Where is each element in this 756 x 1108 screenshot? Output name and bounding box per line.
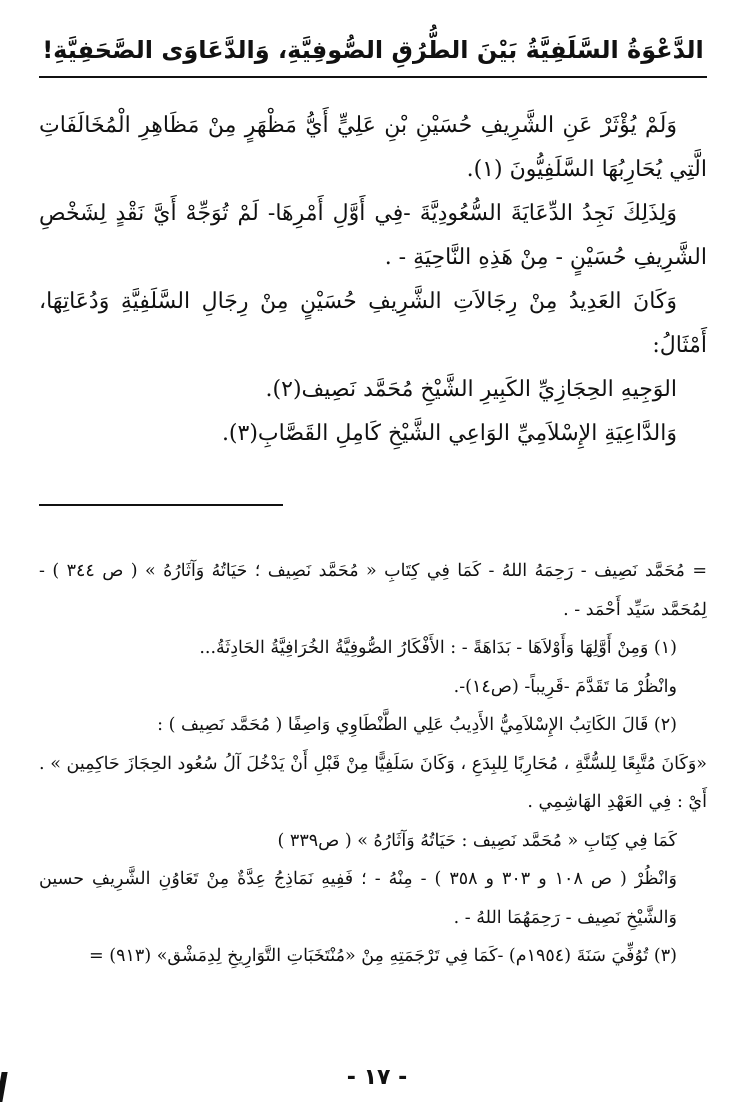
body-list-item: الوَجِيهِ الحِجَازِيِّ الكَبِيرِ الشَّيْخِ مُحَمَّد نَصِيف(٢). [266,377,678,402]
footnote-line: (٣) تُوُفِّيَ سَنَةَ (١٩٥٤م) -كَمَا فِي تَرْجَمَتِهِ مِنْ «مُنْتَخَبَاتِ التَّوَارِيخِ لِدِمَشْق» (٩١٣) = [90,946,678,966]
body-paragraph: وَلَمْ يُؤْثَرْ عَنِ الشَّرِيفِ حُسَيْنِ بْنِ عَلِيٍّ أَيُّ مَظْهَرٍ مِنْ مَظَاهِرِ الْمُخَالَفَاتِ الَّتِي يُحَارِبُهَا السَّلَفِيُّونَ (١). [40,113,708,182]
footnote-line: «وَكَانَ مُتَّبِعًا لِلسُّنَّةِ ، مُحَارِبًا لِلبِدَعِ ، وَكَانَ سَلَفِيًّا مِنْ قَبْلِ أَنْ يَدْخُلَ آلُ سُعُود الحِجَازَ حَاكِمِين » . أَيْ : فِي العَهْدِ الهَاشِمِي . [40,753,708,812]
footnote-line: (٢) قَالَ الكَاتِبُ الإِسْلاَمِيُّ الأَدِيبُ عَلِي الطَّنْطَاوِي وَاصِفًا ( مُحَمَّد نَصِيف ) : [158,715,678,735]
footnote-line: وانْظُرْ مَا تَقَدَّمَ -قَرِيباً- (ص١٤)-. [454,676,678,697]
running-title: الدَّعْوَةُ السَّلَفِيَّةُ بَيْنَ الطُّرُقِ الصُّوفِيَّةِ، وَالدَّعَاوَى الصَّحَفِيَّةِ! [43,36,705,64]
body-list-item: وَالدَّاعِيَةِ الإِسْلاَمِيِّ الوَاعِي الشَّيْخِ كَامِلِ القَصَّابِ(٣). [222,421,678,446]
footnotes [40,552,708,976]
footnote-line: = مُحَمَّد نَصِيف - رَحِمَهُ اللهُ - كَمَا فِي كِتَابِ « مُحَمَّد نَصِيف ؛ حَيَاتُهُ وَآثَارُهُ » ( ص ٣٤٤ ) - لِمُحَمَّد سَيِّد أَحْمَد - . [40,561,708,620]
footnote-separator [40,504,284,506]
main-text [40,104,708,456]
page-number: - ١٧ - [347,1065,409,1090]
footnote-line: (١) وَمِنْ أَوَّلِهَا وَأَوْلاَهَا - بَدَاهَةً - : الأَفْكَارُ الصُّوفِيَّةُ الخُرَافِيَّةُ الحَادِثَةُ... [200,638,678,658]
body-paragraph: وَكَانَ العَدِيدُ مِنْ رِجَالاَتِ الشَّرِيفِ حُسَيْنٍ مِنْ رِجَالِ السَّلَفِيَّةِ وَدُعَاتِهَا، أَمْثَالُ: [40,289,708,358]
footnote-line: كَمَا فِي كِتَابِ « مُحَمَّد نَصِيف : حَيَاتُهُ وَآثَارُهُ » ( ص٣٣٩ ) [278,830,678,851]
footnote-line: وَانْظُرْ ( ص ١٠٨ و ٣٠٣ و ٣٥٨ ) - مِنْهُ - ؛ فَفِيهِ نَمَاذِجُ عِدَّةٌ مِنْ تَعَاوُنِ الشَّرِيفِ حسين وَالشَّيْخِ نَصِيف - رَحِمَهُمَا اللهُ - . [40,869,678,928]
body-paragraph: وَلِذَلِكَ نَجِدُ الدِّعَايَةَ السُّعُودِيَّةَ -فِي أَوَّلِ أَمْرِهَا- لَمْ تُوَجِّهْ أَيَّ نَقْدٍ لِشَخْصِ الشَّرِيفِ حُسَيْنٍ - مِنْ هَذِهِ النَّاحِيَةِ - . [40,201,708,270]
header-rule [40,76,708,78]
